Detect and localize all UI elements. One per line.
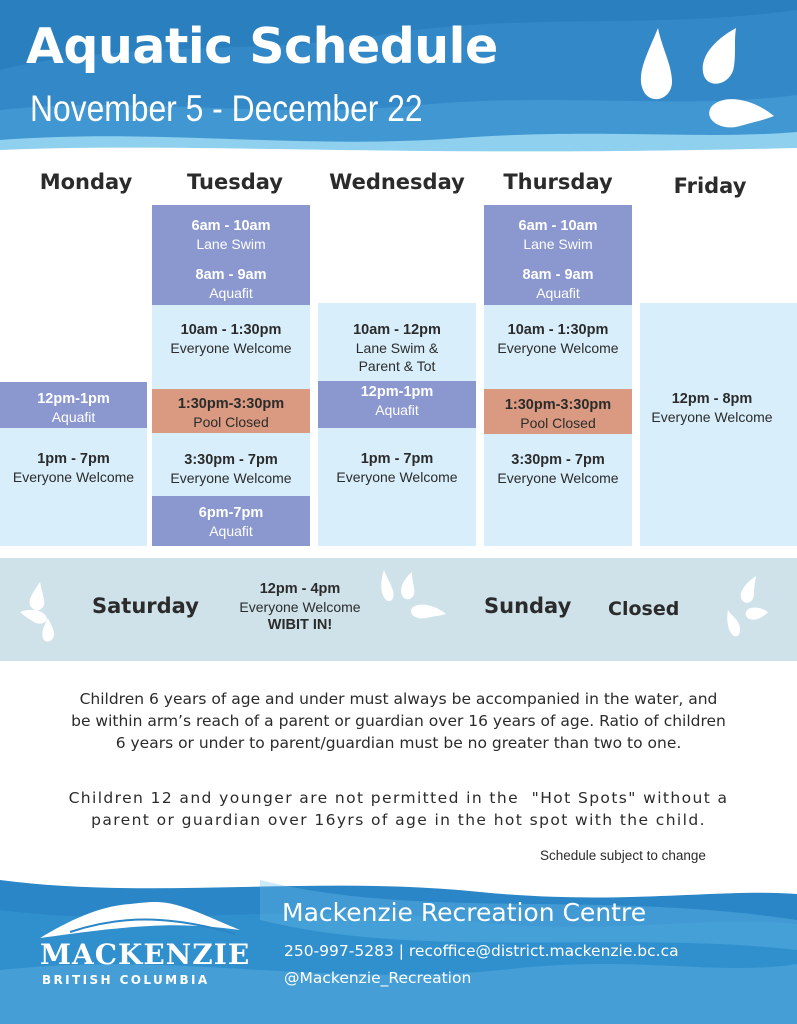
block-time: 12pm-1pm	[37, 391, 110, 407]
block-time: 3:30pm - 7pm	[511, 452, 605, 468]
block-time: 12pm - 8pm	[671, 391, 753, 407]
schedule-block	[484, 205, 632, 305]
block-activity: Aquafit	[209, 523, 253, 539]
block-activity: Aquafit	[209, 285, 253, 301]
hotspots-note	[20, 787, 777, 831]
block-activity: Lane Swim	[523, 236, 593, 252]
water-drops-icon	[722, 576, 770, 642]
block-time: 1:30pm-3:30pm	[177, 396, 285, 412]
block-time: 1pm - 7pm	[37, 451, 110, 467]
schedule-block	[640, 390, 784, 426]
pool-closed-block	[152, 389, 310, 433]
schedule-block	[0, 382, 147, 428]
block-activity: Everyone Welcome	[170, 340, 292, 356]
block-time: 6pm-7pm	[198, 505, 264, 521]
block-activity: Pool Closed	[193, 414, 269, 430]
sunday-label: Sunday	[484, 594, 572, 618]
note-line: 6 years or under to parent/guardian must be no greater than two to one.	[115, 734, 682, 752]
day-heading-wednesday: Wednesday	[329, 170, 465, 194]
note-line: be within arm’s reach of a parent or guardian over 16 years of age. Ratio of children	[71, 712, 726, 730]
block-time: 12pm-1pm	[360, 384, 434, 400]
logo-name: MACKENZIE	[40, 938, 251, 971]
note-line: Children 6 years of age and under must always be accompanied in the water, and	[79, 690, 718, 708]
block-time: 12pm - 4pm	[259, 581, 341, 597]
schedule-block	[318, 321, 476, 375]
saturday-hours	[224, 580, 376, 634]
block-activity: Everyone Welcome	[497, 470, 619, 486]
org-name: Mackenzie Recreation Centre	[282, 898, 647, 927]
date-range: November 5 - December 22	[30, 88, 423, 129]
block-activity: Aquafit	[536, 285, 580, 301]
block-activity: Aquafit	[375, 402, 419, 418]
contact-phone-email: 250-997-5283 | recoffice@district.mackenzie.bc.ca	[284, 942, 679, 960]
block-time: 10am - 12pm	[353, 322, 441, 338]
block-activity: Aquafit	[51, 409, 96, 425]
block-time: 3:30pm - 7pm	[184, 452, 278, 468]
day-heading-thursday: Thursday	[503, 170, 613, 194]
block-time: 1:30pm-3:30pm	[504, 397, 612, 413]
schedule-block	[0, 450, 147, 486]
social-handle: @Mackenzie_Recreation	[284, 969, 472, 987]
schedule-change-note: Schedule subject to change	[540, 848, 706, 863]
note-line: parent or guardian over 16yrs of age in the hot spot with the child.	[91, 811, 706, 829]
block-activity: Everyone Welcome	[12, 469, 135, 485]
logo-subtitle: BRITISH COLUMBIA	[42, 973, 210, 987]
weekend-band	[0, 558, 797, 661]
block-activity: Everyone Welcome	[497, 340, 619, 356]
block-time: 10am - 1:30pm	[507, 322, 609, 338]
block-time: 8am - 9am	[195, 267, 267, 283]
page-title: Aquatic Schedule	[26, 18, 498, 75]
block-activity: Everyone Welcome	[336, 469, 458, 485]
sunday-status: Closed	[608, 598, 680, 620]
day-heading-tuesday: Tuesday	[187, 170, 283, 194]
block-activity: Parent & Tot	[358, 358, 436, 374]
header-banner	[0, 0, 797, 158]
block-time: 8am - 9am	[522, 267, 594, 283]
schedule-block	[318, 381, 476, 428]
block-activity: Everyone Welcome	[170, 470, 292, 486]
schedule-block	[318, 450, 476, 486]
note-line: Children 12 and younger are not permitted in the "Hot Spots" without a	[68, 789, 729, 807]
water-drops-icon	[628, 28, 778, 143]
schedule-block	[152, 451, 310, 487]
schedule-block	[484, 321, 632, 357]
schedule-block	[484, 451, 632, 487]
pool-closed-block	[484, 389, 632, 434]
schedule-block	[152, 205, 310, 305]
block-activity: Lane Swim	[196, 236, 266, 252]
block-time: 6am - 10am	[518, 218, 598, 234]
day-heading-friday: Friday	[673, 174, 747, 198]
block-time: 1pm - 7pm	[360, 451, 434, 467]
block-activity: Everyone Welcome	[651, 409, 773, 425]
saturday-label: Saturday	[92, 594, 199, 618]
mountain-logo-icon	[40, 898, 240, 940]
water-drops-icon	[378, 570, 448, 620]
schedule-block	[152, 321, 310, 357]
block-activity: Everyone Welcome	[239, 599, 361, 615]
wibit-note: WIBIT IN!	[267, 617, 333, 633]
footer-banner	[0, 880, 797, 1024]
water-drops-icon	[20, 582, 68, 644]
block-time: 10am - 1:30pm	[180, 322, 282, 338]
schedule-block	[152, 496, 310, 546]
supervision-note	[20, 688, 777, 754]
block-activity: Pool Closed	[520, 415, 596, 431]
day-heading-monday: Monday	[39, 170, 133, 194]
block-time: 6am - 10am	[191, 218, 271, 234]
block-activity: Lane Swim &	[355, 340, 439, 356]
